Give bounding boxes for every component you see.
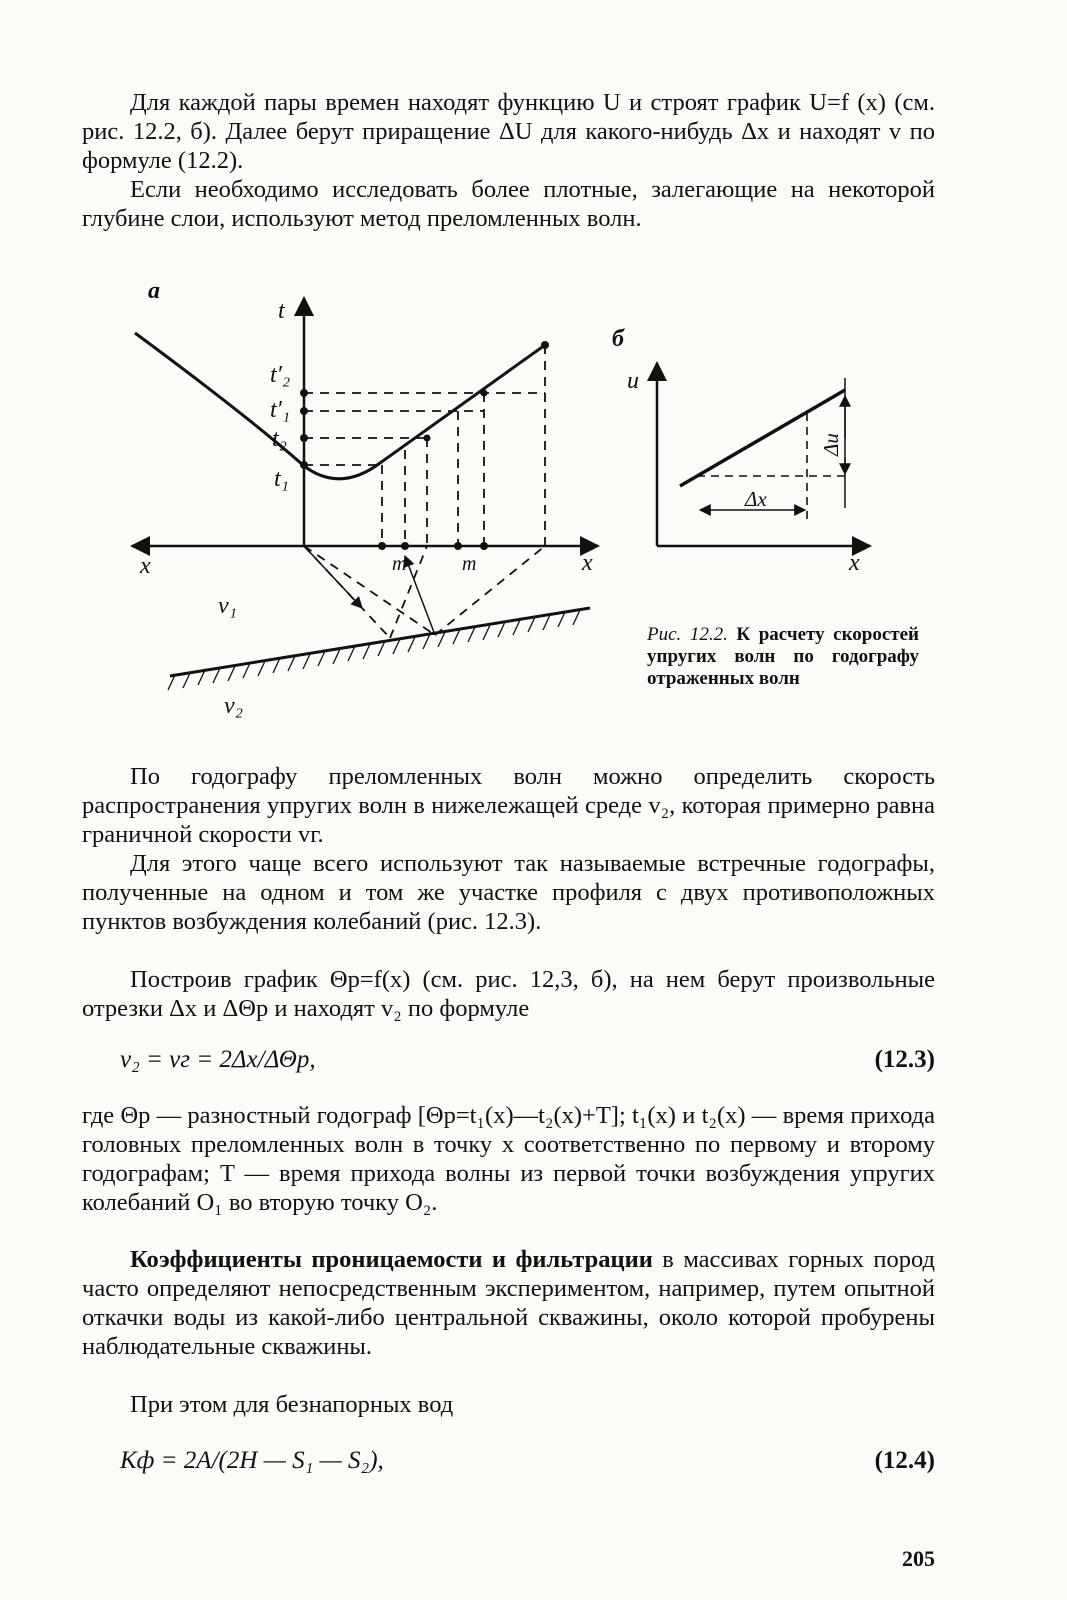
paragraph-7-rest: в массивах горных пород часто определяют непосредственным экспериментом, например, путем опытной откачки воды из какой-либо центральной скважины, около которой пробурены наблюдательные скважины. bbox=[82, 1246, 936, 1360]
t1p-label: t′₁ bbox=[270, 397, 291, 423]
v1-label: v₁ bbox=[218, 593, 237, 619]
du-label: Δu bbox=[819, 433, 843, 456]
bold-term: Коэффициенты проницаемости и фильтрации bbox=[130, 1246, 653, 1273]
t2-label: t₂ bbox=[272, 426, 288, 452]
caption-text: К расчету скоростей упругих волн по годографу отраженных волн bbox=[647, 624, 919, 689]
hodograph-curve bbox=[135, 333, 545, 479]
formula-12-3-number: (12.3) bbox=[874, 1046, 935, 1073]
paragraph-6: где Θр — разностный годограф [Θр=t₁(x)—t₂(x)+T]; t₁(x) и t₂(x) — время прихода головных преломленных волн в точку x соответственно по первому и второму годографам; T — время прихода волны из первой точки возбуждения упругих колебаний O₁ во вторую точку O₂. bbox=[82, 1102, 935, 1216]
formula-12-4-number: (12.4) bbox=[874, 1447, 935, 1474]
x-label-a-left: x bbox=[140, 553, 151, 579]
u-axis-label: u bbox=[627, 368, 639, 394]
panel-a-label: а bbox=[148, 278, 160, 304]
t2p-label: t′₂ bbox=[270, 362, 291, 388]
t-axis-label: t bbox=[278, 298, 285, 324]
t1-label: t₁ bbox=[274, 466, 290, 492]
caption-prefix: Рис. 12.2. bbox=[647, 624, 728, 645]
paragraph-8: При этом для безнапорных вод bbox=[130, 1391, 454, 1418]
v2-label: v₂ bbox=[224, 693, 243, 719]
x-label-b: x bbox=[849, 550, 860, 576]
figure-caption bbox=[647, 624, 919, 690]
dx-label: Δx bbox=[745, 487, 767, 511]
paragraph-4: Для этого чаще всего используют так называемые встречные годографы, полученные на одном и том же участке профиля с двух противоположных пунктов возбуждения колебаний (рис. 12.3). bbox=[82, 850, 935, 935]
x-label-a-right: x bbox=[582, 550, 593, 576]
page-number: 205 bbox=[902, 1546, 935, 1571]
paragraph-1: Для каждой пары времен находят функцию U и строят график U=f (x) (см. рис. 12.2, б). Далее берут приращение ΔU для какого-нибудь Δx и находят v по формуле (12.2). bbox=[82, 89, 935, 174]
m-label-1: m bbox=[392, 553, 407, 575]
formula-12-3: v₂ = vг = 2Δx/ΔΘр, bbox=[120, 1046, 316, 1073]
paragraph-2: Если необходимо исследовать более плотные, залегающие на некоторой глубине слои, используют метод преломленных волн. bbox=[82, 176, 935, 232]
paragraph-3: По годографу преломленных волн можно определить скорость распространения упругих волн в нижележащей среде v₂, которая примерно равна граничной скорости vг. bbox=[82, 763, 935, 848]
paragraph-7 bbox=[82, 1245, 935, 1361]
formula-12-4: Kф = 2A/(2H — S₁ — S₂), bbox=[120, 1447, 384, 1474]
m-label-2: m bbox=[462, 553, 477, 575]
panel-b-label: б bbox=[612, 326, 624, 352]
paragraph-5: Построив график Θр=f(x) (см. рис. 12,3, б), на нем берут произвольные отрезки Δx и ΔΘр и находят v₂ по формуле bbox=[82, 966, 935, 1022]
